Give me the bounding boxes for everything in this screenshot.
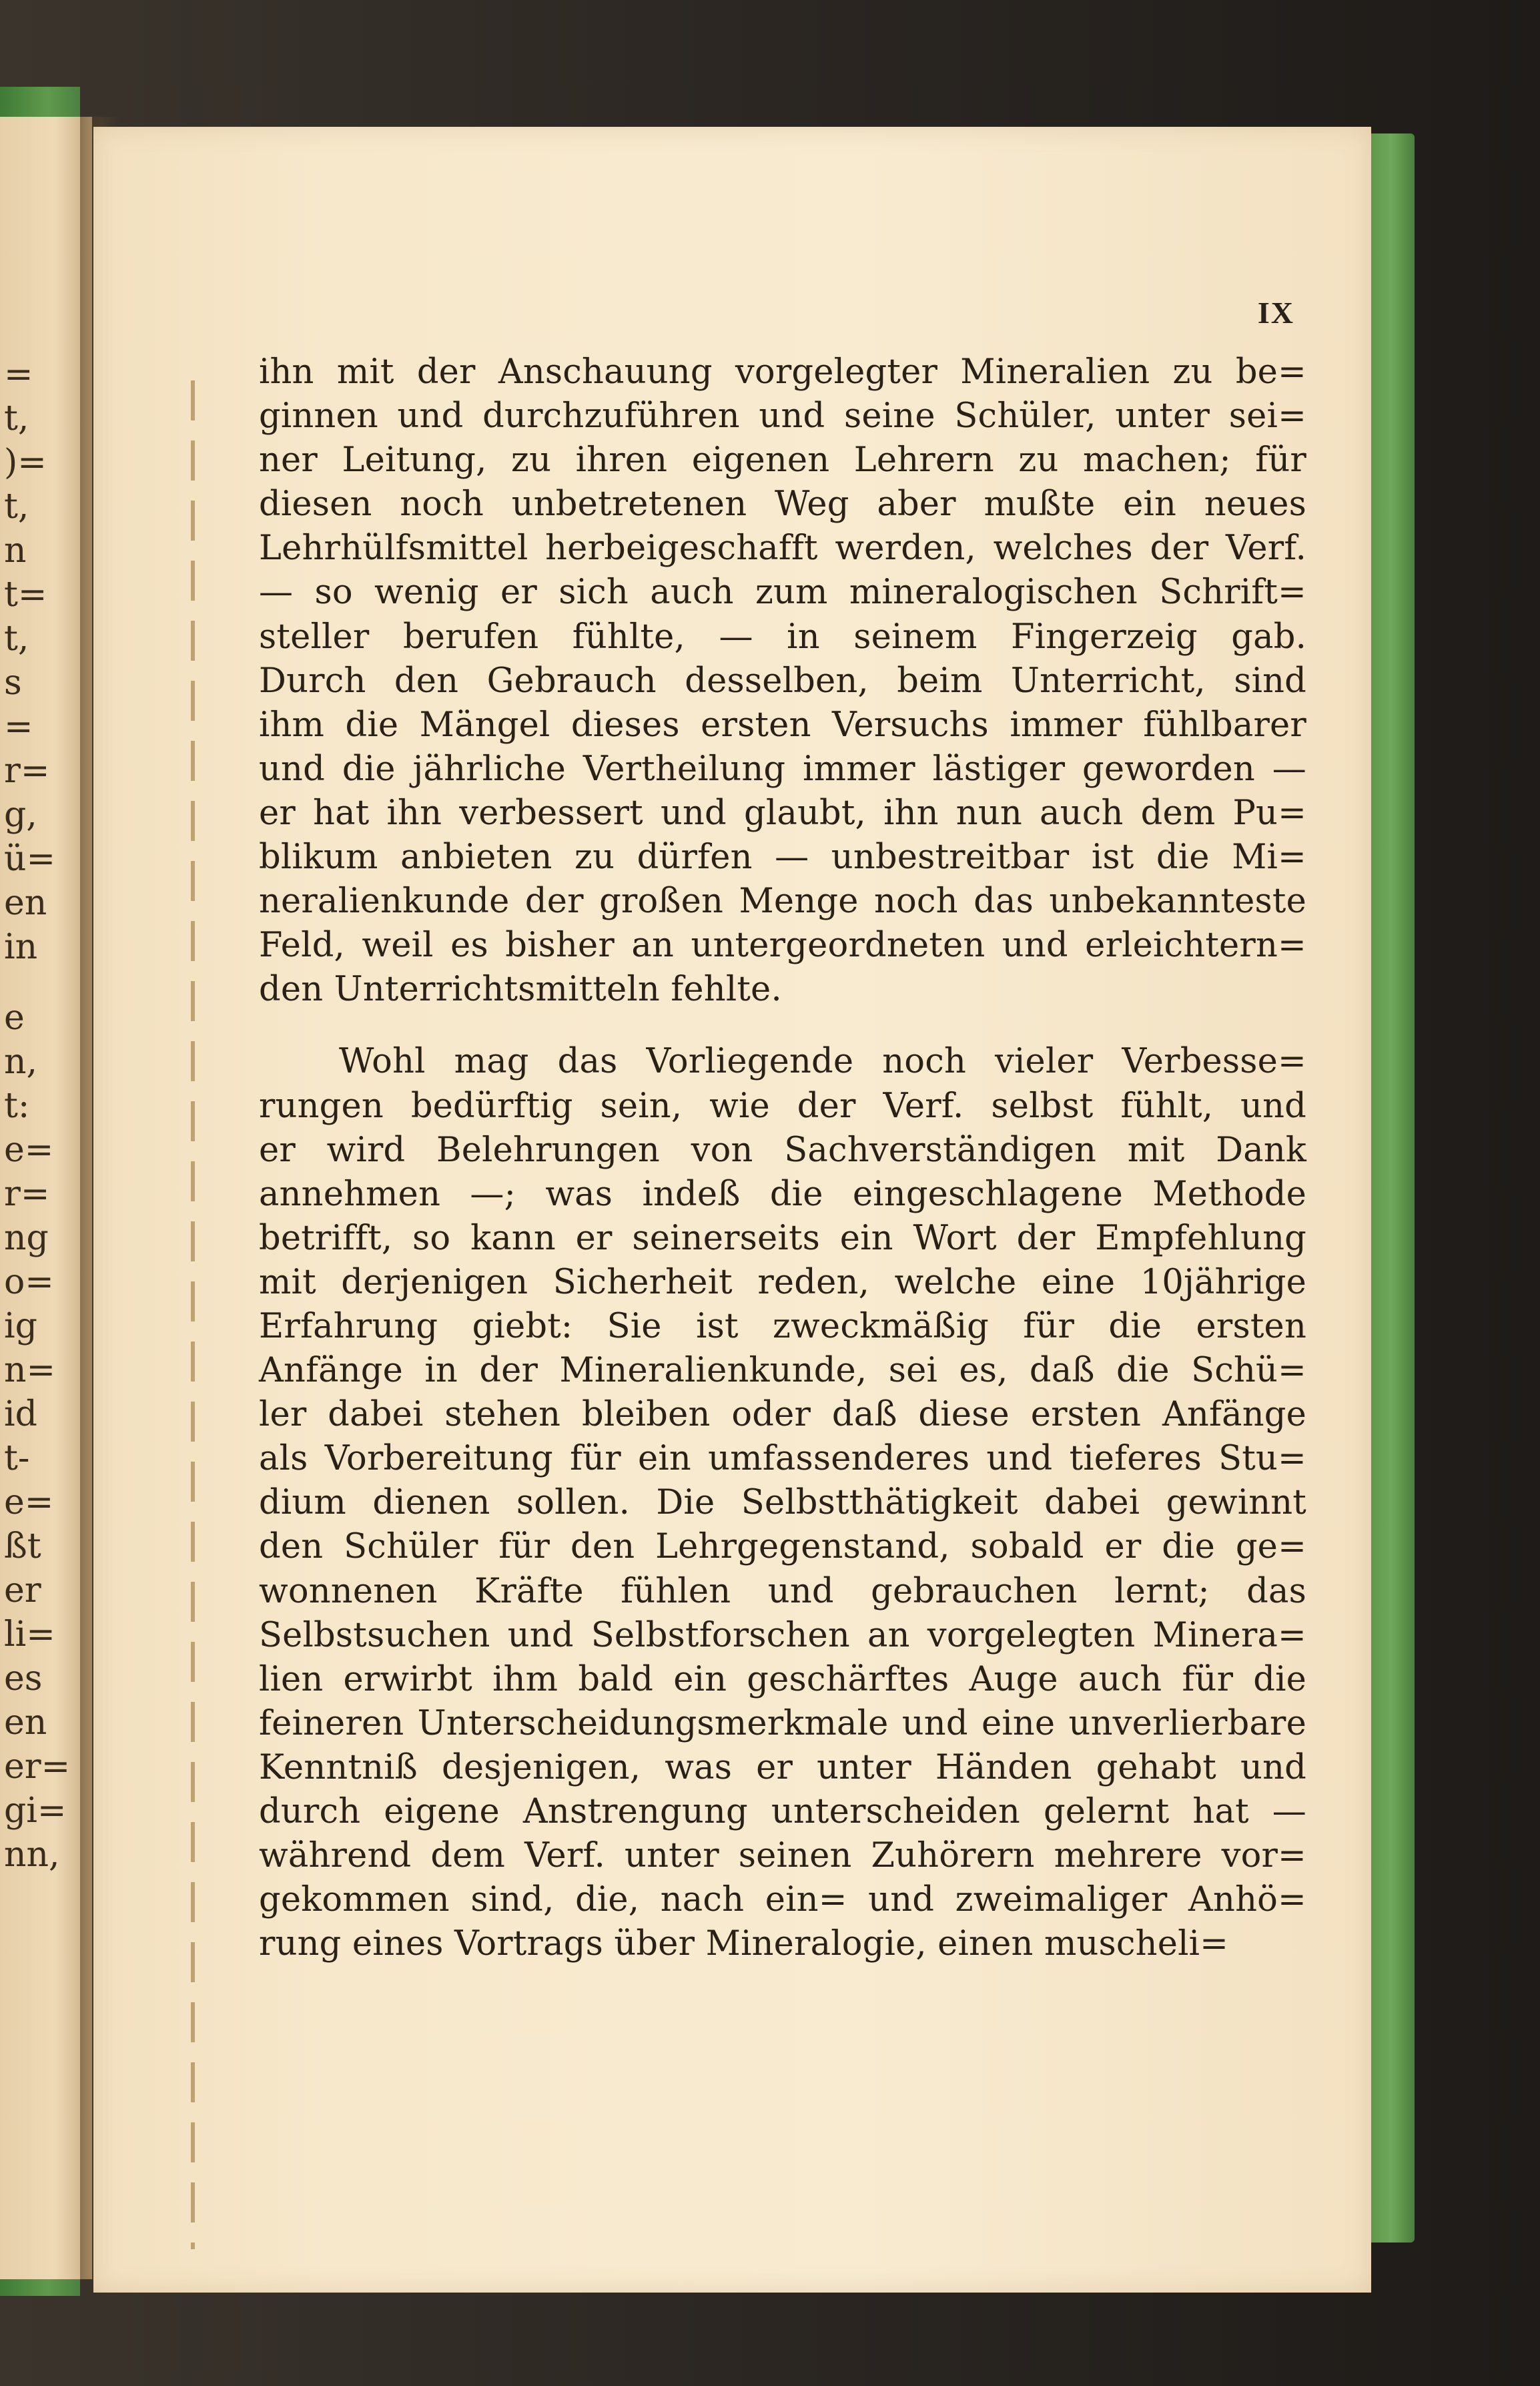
body-text xyxy=(259,350,1306,1966)
page-number: IX xyxy=(1257,296,1294,330)
facing-page-fragment: e= xyxy=(4,1130,54,1170)
facing-page-fragment: e= xyxy=(4,1482,54,1522)
facing-page-fragment: in xyxy=(4,927,38,967)
facing-page-fragment: e xyxy=(4,998,25,1038)
facing-page-fragment: n xyxy=(4,531,27,571)
text-line: blikum anbieten zu dürfen — unbestreitbar ist die Mi= xyxy=(259,838,1306,878)
facing-page-fragment: ng xyxy=(4,1218,49,1258)
facing-page-fragment: es xyxy=(4,1659,43,1699)
text-line: lien erwirbt ihm bald ein geschärftes Auge auch für die xyxy=(259,1659,1306,1699)
facing-page-fragment: = xyxy=(4,707,33,747)
book-page xyxy=(93,127,1371,2293)
facing-page-fragment: ü= xyxy=(4,839,56,879)
facing-page-fragment: ig xyxy=(4,1306,37,1346)
facing-page-text-fragments xyxy=(0,117,92,2279)
facing-page-fragment: id xyxy=(4,1394,37,1434)
facing-page-fragment: s xyxy=(4,663,22,703)
text-line: Lehrhülfsmittel herbeigeschafft werden, welches der Verf. xyxy=(259,529,1306,569)
facing-page-fragment: r= xyxy=(4,1174,50,1214)
facing-page-fragment: en xyxy=(4,1703,47,1743)
text-line: durch eigene Anstrengung unterscheiden gelernt hat — xyxy=(259,1792,1306,1831)
facing-page-fragment: g, xyxy=(4,795,37,835)
text-line: betrifft, so kann er seinerseits ein Wort der Empfehlung xyxy=(259,1218,1306,1258)
facing-page-fragment: er xyxy=(4,1570,41,1610)
text-line: als Vorbereitung für ein umfassenderes und tieferes Stu= xyxy=(259,1439,1306,1479)
text-line: dium dienen sollen. Die Selbstthätigkeit dabei gewinnt xyxy=(259,1483,1306,1523)
text-line: mit derjenigen Sicherheit reden, welche eine 10jährige xyxy=(259,1262,1306,1302)
facing-page-fragment: )= xyxy=(4,442,47,483)
facing-page-fragment: t- xyxy=(4,1438,30,1478)
text-line: ihm die Mängel dieses ersten Versuchs immer fühlbarer xyxy=(259,705,1306,745)
facing-page-fragment: en xyxy=(4,883,47,923)
facing-page-fragment: ßt xyxy=(4,1526,41,1566)
facing-page-fragment: = xyxy=(4,354,33,394)
text-line: Anfänge in der Mineralienkunde, sei es, daß die Schü= xyxy=(259,1351,1306,1391)
facing-page xyxy=(0,117,92,2279)
text-line: während dem Verf. unter seinen Zuhörern mehrere vor= xyxy=(259,1836,1306,1876)
facing-page-fragment: t, xyxy=(4,398,29,438)
text-line: Feld, weil es bisher an untergeordneten und erleichtern= xyxy=(259,926,1306,966)
text-line: rung eines Vortrags über Mineralogie, einen muscheli= xyxy=(259,1924,1229,1964)
text-line: rungen bedürftig sein, wie der Verf. selbst fühlt, und xyxy=(259,1086,1306,1126)
facing-page-fragment: er= xyxy=(4,1747,71,1787)
text-line: gekommen sind, die, nach ein= und zweimaliger Anhö= xyxy=(259,1880,1306,1920)
paragraph-gap xyxy=(259,1012,1306,1040)
text-line: ler dabei stehen bleiben oder daß diese ersten Anfänge xyxy=(259,1395,1306,1435)
facing-page-fragment: t= xyxy=(4,575,47,615)
facing-page-fragment: nn, xyxy=(4,1835,60,1875)
text-line: neralienkunde der großen Menge noch das unbekannteste xyxy=(259,882,1306,922)
facing-page-fragment: o= xyxy=(4,1262,54,1302)
facing-page-fragment: n, xyxy=(4,1042,38,1082)
facing-page-fragment: gi= xyxy=(4,1791,67,1831)
text-line: Selbstsuchen und Selbstforschen an vorgelegten Minera= xyxy=(259,1615,1306,1655)
facing-page-fragment: li= xyxy=(4,1614,55,1655)
text-line: den Schüler für den Lehrgegenstand, sobald er die ge= xyxy=(259,1527,1306,1567)
text-line: Erfahrung giebt: Sie ist zweckmäßig für die ersten xyxy=(259,1306,1306,1346)
facing-page-fragment: n= xyxy=(4,1350,56,1390)
binding-thread xyxy=(191,380,195,2249)
text-line: Durch den Gebrauch desselben, beim Unterricht, sind xyxy=(259,661,1306,701)
text-line: er wird Belehrungen von Sachverständigen mit Dank xyxy=(259,1130,1306,1170)
text-line: wonnenen Kräfte fühlen und gebrauchen lernt; das xyxy=(259,1571,1306,1611)
facing-page-fragment: t, xyxy=(4,619,29,659)
facing-page-fragment: t, xyxy=(4,487,29,527)
text-line: er hat ihn verbessert und glaubt, ihn nun auch dem Pu= xyxy=(259,793,1306,833)
right-book-cover xyxy=(1368,133,1415,2243)
text-line: ihn mit der Anschauung vorgelegter Mineralien zu be= xyxy=(259,352,1306,392)
facing-page-fragment: t: xyxy=(4,1086,30,1126)
text-line: Kenntniß desjenigen, was er unter Händen gehabt und xyxy=(259,1747,1306,1787)
text-line: steller berufen fühlte, — in seinem Fingerzeig gab. xyxy=(259,617,1306,657)
text-line: annehmen —; was indeß die eingeschlagene Methode xyxy=(259,1174,1306,1214)
text-line: diesen noch unbetretenen Weg aber mußte ein neues xyxy=(259,485,1306,525)
text-line: ner Leitung, zu ihren eigenen Lehrern zu machen; für xyxy=(259,440,1306,481)
text-line: feineren Unterscheidungsmerkmale und eine unverlierbare xyxy=(259,1703,1306,1743)
text-line: ginnen und durchzuführen und seine Schüler, unter sei= xyxy=(259,396,1306,436)
text-line: und die jährliche Vertheilung immer lästiger geworden — xyxy=(259,749,1306,789)
text-line: den Unterrichtsmitteln fehlte. xyxy=(259,970,782,1010)
facing-page-fragment: r= xyxy=(4,751,50,791)
text-line: Wohl mag das Vorliegende noch vieler Verbesse= xyxy=(339,1042,1306,1082)
text-line: — so wenig er sich auch zum mineralogischen Schrift= xyxy=(259,573,1306,613)
